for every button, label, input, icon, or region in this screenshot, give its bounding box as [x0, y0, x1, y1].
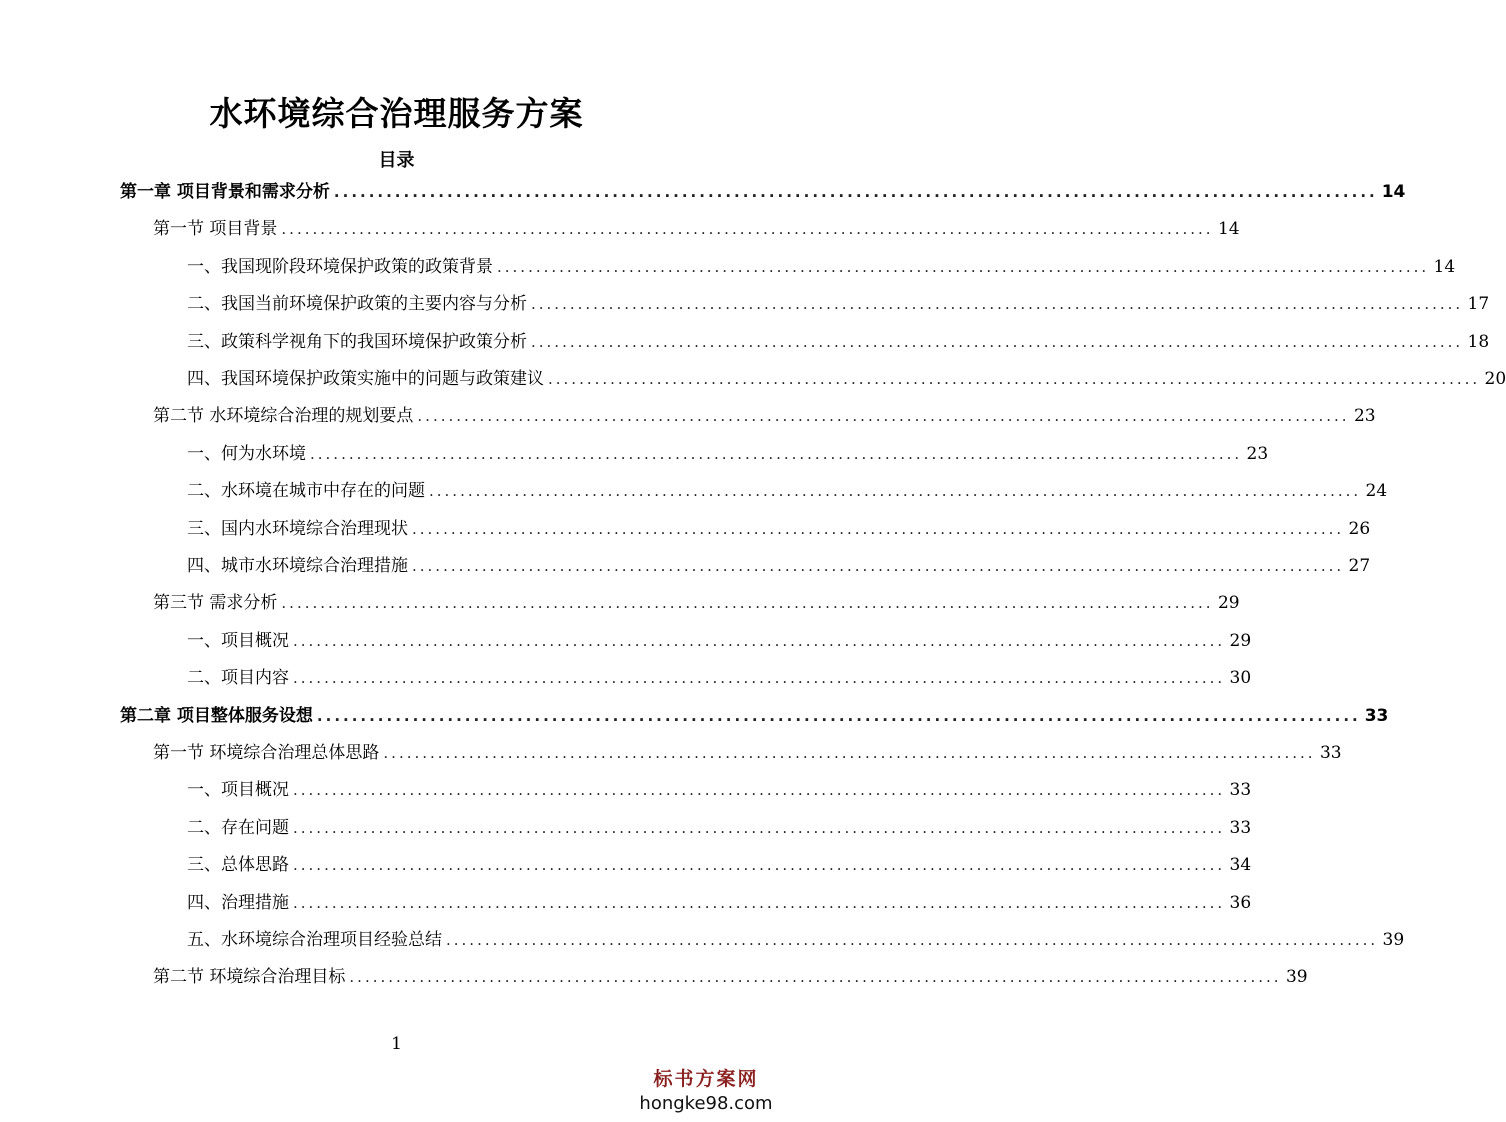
toc-section[interactable]	[153, 739, 1342, 767]
toc-entry-page: 26	[1348, 519, 1371, 539]
toc-entry-label: 二、项目内容	[187, 668, 289, 688]
page-number: 1	[391, 1034, 402, 1054]
toc-leader-dots: ........................................................................................................................	[531, 333, 1464, 351]
toc-leader-dots: ........................................................................................................................	[333, 183, 1378, 201]
toc-item[interactable]	[187, 776, 1252, 804]
toc-section[interactable]	[153, 589, 1240, 617]
toc-entry-page: 14	[1433, 257, 1456, 277]
toc-leader-dots: ........................................................................................................................	[281, 220, 1214, 238]
toc-section[interactable]	[153, 402, 1376, 430]
toc-section[interactable]	[153, 963, 1308, 991]
toc-entry-label: 第三节 需求分析	[153, 593, 278, 613]
toc-entry-label: 第二章 项目整体服务设想	[120, 706, 313, 726]
toc-entry-page: 24	[1365, 481, 1388, 501]
toc-item[interactable]	[187, 515, 1371, 543]
toc-leader-dots: ........................................................................................................................	[293, 894, 1226, 912]
toc-entry-page: 39	[1382, 930, 1405, 950]
toc-entry-label: 三、总体思路	[187, 855, 289, 875]
toc-leader-dots: ........................................................................................................................	[349, 968, 1282, 986]
document-title: 水环境综合治理服务方案	[209, 94, 584, 133]
toc-leader-dots: ........................................................................................................................	[293, 819, 1226, 837]
toc-leader-dots: ........................................................................................................................	[293, 669, 1226, 687]
toc-entry-label: 第二节 环境综合治理目标	[153, 967, 346, 987]
toc-entry-page: 17	[1467, 294, 1490, 314]
toc-item[interactable]	[187, 365, 1506, 393]
toc-item[interactable]	[187, 253, 1456, 281]
toc-entry-page: 20	[1484, 369, 1506, 389]
toc-item[interactable]	[187, 926, 1405, 954]
toc-entry-page: 14	[1381, 182, 1406, 202]
toc-item[interactable]	[187, 851, 1252, 879]
toc-entry-label: 三、国内水环境综合治理现状	[187, 519, 408, 539]
toc-entry-label: 一、何为水环境	[187, 444, 306, 464]
toc-entry-label: 一、项目概况	[187, 780, 289, 800]
toc-entry-label: 一、我国现阶段环境保护政策的政策背景	[187, 257, 493, 277]
toc-leader-dots: ........................................................................................................................	[316, 707, 1361, 725]
toc-entry-label: 四、城市水环境综合治理措施	[187, 556, 408, 576]
toc-item[interactable]	[187, 552, 1371, 580]
toc-leader-dots: ........................................................................................................................	[293, 632, 1226, 650]
toc-leader-dots: ........................................................................................................................	[497, 258, 1430, 276]
toc-entry-label: 第一节 项目背景	[153, 219, 278, 239]
toc-entry-label: 二、我国当前环境保护政策的主要内容与分析	[187, 294, 527, 314]
toc-item[interactable]	[187, 664, 1252, 692]
toc-entry-page: 30	[1229, 668, 1252, 688]
watermark-url: hongke98.com	[639, 1093, 773, 1114]
toc-item[interactable]	[187, 440, 1269, 468]
toc-entry-page: 39	[1285, 967, 1308, 987]
toc-entry-page: 33	[1229, 780, 1252, 800]
toc-entry-label: 第二节 水环境综合治理的规划要点	[153, 406, 414, 426]
watermark-name: 标书方案网	[653, 1068, 759, 1090]
toc-entry-label: 一、项目概况	[187, 631, 289, 651]
toc-leader-dots: ........................................................................................................................	[281, 594, 1214, 612]
toc-entry-label: 二、水环境在城市中存在的问题	[187, 481, 425, 501]
toc-item[interactable]	[187, 814, 1252, 842]
toc-item[interactable]	[187, 328, 1490, 356]
toc-leader-dots: ........................................................................................................................	[383, 744, 1316, 762]
toc-item[interactable]	[187, 477, 1388, 505]
toc-entry-page: 18	[1467, 332, 1490, 352]
toc-entry-page: 23	[1353, 406, 1376, 426]
toc-entry-label: 二、存在问题	[187, 818, 289, 838]
toc-entry-page: 34	[1229, 855, 1252, 875]
toc-leader-dots: ........................................................................................................................	[412, 557, 1345, 575]
toc-entry-label: 四、治理措施	[187, 893, 289, 913]
toc-item[interactable]	[187, 290, 1490, 318]
toc-entry-label: 五、水环境综合治理项目经验总结	[187, 930, 442, 950]
toc-entry-page: 14	[1217, 219, 1240, 239]
toc-leader-dots: ........................................................................................................................	[548, 370, 1481, 388]
toc-entry-page: 29	[1229, 631, 1252, 651]
toc-entry-page: 29	[1217, 593, 1240, 613]
toc-entry-page: 33	[1319, 743, 1342, 763]
toc-entry-page: 33	[1229, 818, 1252, 838]
site-watermark	[631, 1064, 781, 1114]
toc-section[interactable]	[153, 215, 1240, 243]
toc-heading: 目录	[378, 150, 415, 171]
toc-item[interactable]	[187, 889, 1252, 917]
toc-entry-label: 第一章 项目背景和需求分析	[120, 182, 330, 202]
toc-leader-dots: ........................................................................................................................	[531, 295, 1464, 313]
toc-leader-dots: ........................................................................................................................	[310, 445, 1243, 463]
toc-chapter[interactable]	[120, 702, 1389, 730]
toc-item[interactable]	[187, 627, 1252, 655]
toc-leader-dots: ........................................................................................................................	[293, 781, 1226, 799]
toc-leader-dots: ........................................................................................................................	[412, 520, 1345, 538]
toc-entry-page: 23	[1246, 444, 1269, 464]
toc-leader-dots: ........................................................................................................................	[429, 482, 1362, 500]
toc-entry-page: 36	[1229, 893, 1252, 913]
toc-leader-dots: ........................................................................................................................	[446, 931, 1379, 949]
toc-entry-page: 27	[1348, 556, 1371, 576]
toc-entry-label: 第一节 环境综合治理总体思路	[153, 743, 380, 763]
toc-leader-dots: ........................................................................................................................	[293, 856, 1226, 874]
toc-entry-page: 33	[1364, 706, 1389, 726]
toc-leader-dots: ........................................................................................................................	[417, 407, 1350, 425]
toc-chapter[interactable]	[120, 178, 1406, 206]
toc-entry-label: 四、我国环境保护政策实施中的问题与政策建议	[187, 369, 544, 389]
toc-entry-label: 三、政策科学视角下的我国环境保护政策分析	[187, 332, 527, 352]
